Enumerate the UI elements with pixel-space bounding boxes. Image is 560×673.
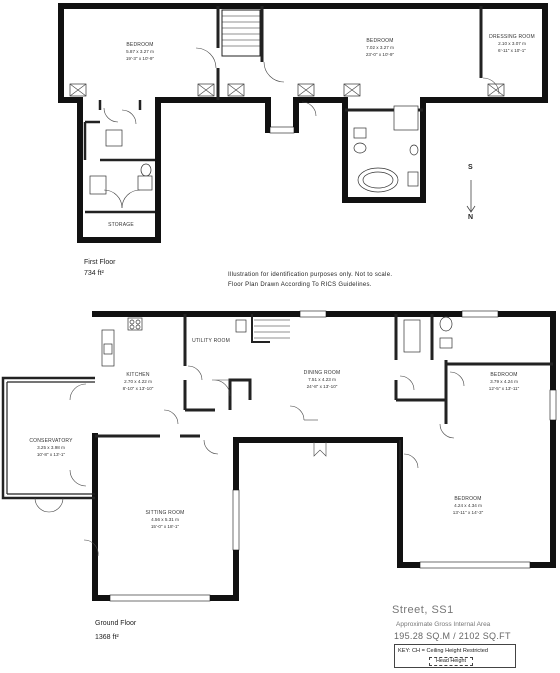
skylight-markers (70, 84, 504, 96)
head-height-box: Head Height (429, 657, 473, 666)
room-dims-imperial: 24'-8" x 13'-10" (306, 384, 338, 389)
room-dims: 7.51 x 4.23 m (308, 377, 336, 382)
room-name: BEDROOM (454, 496, 482, 502)
room-name: BEDROOM (366, 38, 394, 44)
first-floor-label: First Floor (84, 259, 116, 266)
ground-floor-plan (3, 127, 556, 601)
room-dims-imperial: 8'-10" x 13'-10" (122, 386, 154, 391)
first-floor-doors (104, 48, 499, 208)
room-dims-imperial: 6'-11" x 10'-1" (498, 48, 526, 53)
room-dims: 5.87 x 3.27 m (126, 49, 154, 54)
first-floor-stairs (222, 10, 260, 56)
room-dims: 2.10 x 3.07 m (498, 41, 526, 46)
key-text: KEY: CH = Ceiling Height Restricted (398, 648, 489, 654)
ground-floor-outer-wall (95, 314, 553, 598)
room-name: CONSERVATORY (29, 438, 73, 444)
address: Street, SS1 (392, 604, 454, 616)
room-dims-imperial: 23'-0" x 10'-9" (365, 52, 395, 57)
room-dims: 4.56 x 5.31 m (151, 517, 179, 522)
room-dims-imperial: 12'-5" x 13'-11" (488, 386, 520, 391)
room-dims: 7.02 x 3.27 m (366, 45, 394, 50)
room-name: BEDROOM (126, 42, 154, 48)
compass-north-label: N (468, 214, 474, 221)
room-dims-imperial: 10'-8" x 13'-1" (36, 452, 66, 457)
total-area: 195.28 SQ.M / 2102 SQ.FT (394, 631, 511, 641)
room-dims-imperial: 13'-11" x 14'-3" (452, 510, 484, 515)
room-name: BEDROOM (490, 372, 518, 378)
ground-floor-area: 1368 ft² (95, 634, 119, 641)
room-name: KITCHEN (126, 372, 150, 378)
disclaimer-line-1: Illustration for identification purposes only. Not to scale. (228, 272, 393, 278)
room-name: DRESSING ROOM (489, 34, 535, 40)
first-floor-area: 734 ft² (84, 270, 104, 277)
room-dims-imperial: 19'-3" x 10'-9" (125, 56, 155, 61)
gross-area-label: Approximate Gross Internal Area (396, 621, 491, 628)
room-name: UTILITY ROOM (192, 338, 230, 344)
room-name: DINING ROOM (303, 370, 341, 376)
room-dims-imperial: 15'-0" x 18'-1" (150, 524, 180, 529)
room-name: STORAGE (108, 222, 134, 228)
ground-floor-label: Ground Floor (95, 620, 137, 627)
first-floor-bathroom-fixtures (90, 106, 418, 194)
ground-floor-stairs (254, 320, 290, 338)
disclaimer-line-2: Floor Plan Drawn According To RICS Guidelines. (228, 282, 372, 288)
room-dims: 4.24 x 4.34 m (454, 503, 482, 508)
room-dims: 3.25 x 3.98 m (37, 445, 65, 450)
room-dims: 2.70 x 4.22 m (124, 379, 152, 384)
key-box (394, 644, 516, 668)
compass (467, 180, 475, 212)
compass-south-label: S (468, 164, 473, 171)
room-name: SITTING ROOM (145, 510, 185, 516)
room-dims: 3.79 x 4.24 m (490, 379, 518, 384)
kitchen-fixtures (102, 317, 452, 366)
